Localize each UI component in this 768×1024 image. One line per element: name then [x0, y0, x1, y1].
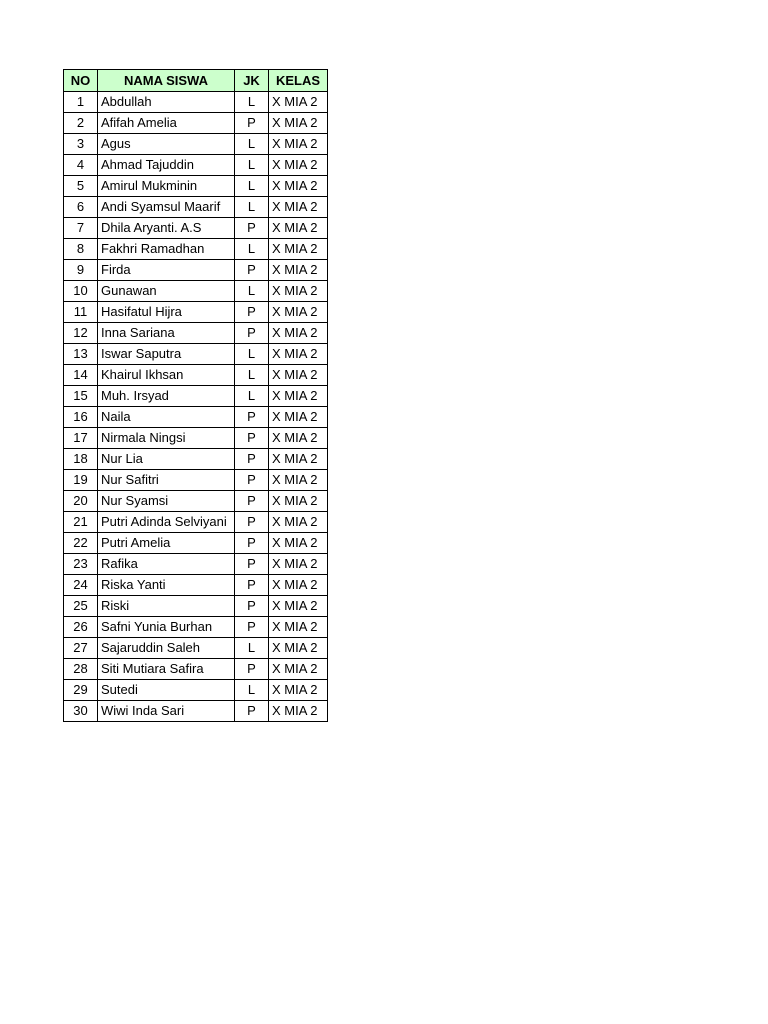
- cell-jk: P: [235, 701, 269, 722]
- cell-no: 3: [64, 134, 98, 155]
- header-kelas: KELAS: [269, 70, 328, 92]
- cell-no: 1: [64, 92, 98, 113]
- cell-no: 25: [64, 596, 98, 617]
- cell-jk: L: [235, 176, 269, 197]
- table-row: [64, 638, 328, 659]
- cell-jk: L: [235, 638, 269, 659]
- cell-nama-siswa: Rafika: [98, 554, 235, 575]
- cell-kelas: X MIA 2: [269, 260, 328, 281]
- table-row: [64, 344, 328, 365]
- cell-nama-siswa: Fakhri Ramadhan: [98, 239, 235, 260]
- table-row: [64, 533, 328, 554]
- table-row: [64, 281, 328, 302]
- cell-kelas: X MIA 2: [269, 92, 328, 113]
- table-row: [64, 512, 328, 533]
- cell-nama-siswa: Putri Amelia: [98, 533, 235, 554]
- table-row: [64, 113, 328, 134]
- cell-no: 9: [64, 260, 98, 281]
- cell-nama-siswa: Iswar Saputra: [98, 344, 235, 365]
- cell-jk: P: [235, 554, 269, 575]
- cell-jk: L: [235, 386, 269, 407]
- cell-jk: P: [235, 617, 269, 638]
- table-row: [64, 134, 328, 155]
- header-no: NO: [64, 70, 98, 92]
- cell-nama-siswa: Riski: [98, 596, 235, 617]
- table-row: [64, 176, 328, 197]
- cell-nama-siswa: Naila: [98, 407, 235, 428]
- cell-jk: P: [235, 218, 269, 239]
- cell-jk: P: [235, 407, 269, 428]
- cell-no: 22: [64, 533, 98, 554]
- cell-kelas: X MIA 2: [269, 659, 328, 680]
- table-row: [64, 596, 328, 617]
- cell-no: 28: [64, 659, 98, 680]
- cell-no: 12: [64, 323, 98, 344]
- cell-no: 24: [64, 575, 98, 596]
- cell-nama-siswa: Dhila Aryanti. A.S: [98, 218, 235, 239]
- cell-kelas: X MIA 2: [269, 449, 328, 470]
- table-row: [64, 218, 328, 239]
- cell-nama-siswa: Muh. Irsyad: [98, 386, 235, 407]
- cell-kelas: X MIA 2: [269, 134, 328, 155]
- cell-kelas: X MIA 2: [269, 323, 328, 344]
- cell-no: 14: [64, 365, 98, 386]
- cell-jk: P: [235, 428, 269, 449]
- table-row: [64, 617, 328, 638]
- table-row: [64, 155, 328, 176]
- cell-kelas: X MIA 2: [269, 365, 328, 386]
- table-row: [64, 260, 328, 281]
- cell-no: 4: [64, 155, 98, 176]
- cell-nama-siswa: Nur Safitri: [98, 470, 235, 491]
- student-list-sheet: [63, 69, 328, 722]
- header-nama-siswa: NAMA SISWA: [98, 70, 235, 92]
- cell-no: 6: [64, 197, 98, 218]
- cell-nama-siswa: Firda: [98, 260, 235, 281]
- cell-jk: L: [235, 344, 269, 365]
- cell-no: 16: [64, 407, 98, 428]
- student-table: [63, 69, 328, 722]
- cell-nama-siswa: Afifah Amelia: [98, 113, 235, 134]
- cell-nama-siswa: Nur Syamsi: [98, 491, 235, 512]
- cell-kelas: X MIA 2: [269, 554, 328, 575]
- cell-jk: P: [235, 470, 269, 491]
- cell-nama-siswa: Safni Yunia Burhan: [98, 617, 235, 638]
- table-row: [64, 323, 328, 344]
- cell-kelas: X MIA 2: [269, 281, 328, 302]
- table-row: [64, 407, 328, 428]
- table-row: [64, 554, 328, 575]
- table-row: [64, 680, 328, 701]
- cell-no: 20: [64, 491, 98, 512]
- cell-kelas: X MIA 2: [269, 617, 328, 638]
- cell-kelas: X MIA 2: [269, 239, 328, 260]
- cell-nama-siswa: Agus: [98, 134, 235, 155]
- cell-no: 2: [64, 113, 98, 134]
- cell-no: 13: [64, 344, 98, 365]
- cell-kelas: X MIA 2: [269, 533, 328, 554]
- cell-no: 10: [64, 281, 98, 302]
- cell-jk: P: [235, 113, 269, 134]
- cell-kelas: X MIA 2: [269, 638, 328, 659]
- cell-no: 27: [64, 638, 98, 659]
- table-row: [64, 428, 328, 449]
- cell-kelas: X MIA 2: [269, 176, 328, 197]
- cell-kelas: X MIA 2: [269, 113, 328, 134]
- cell-nama-siswa: Wiwi Inda Sari: [98, 701, 235, 722]
- cell-jk: P: [235, 596, 269, 617]
- table-row: [64, 575, 328, 596]
- table-row: [64, 449, 328, 470]
- table-row: [64, 239, 328, 260]
- header-jk: JK: [235, 70, 269, 92]
- cell-kelas: X MIA 2: [269, 218, 328, 239]
- cell-nama-siswa: Ahmad Tajuddin: [98, 155, 235, 176]
- table-header: [64, 70, 328, 92]
- cell-kelas: X MIA 2: [269, 302, 328, 323]
- table-row: [64, 92, 328, 113]
- cell-jk: L: [235, 281, 269, 302]
- cell-kelas: X MIA 2: [269, 596, 328, 617]
- cell-no: 30: [64, 701, 98, 722]
- cell-no: 26: [64, 617, 98, 638]
- cell-no: 17: [64, 428, 98, 449]
- cell-kelas: X MIA 2: [269, 407, 328, 428]
- cell-jk: L: [235, 134, 269, 155]
- cell-nama-siswa: Riska Yanti: [98, 575, 235, 596]
- cell-jk: L: [235, 155, 269, 176]
- cell-no: 23: [64, 554, 98, 575]
- cell-nama-siswa: Putri Adinda Selviyani: [98, 512, 235, 533]
- cell-kelas: X MIA 2: [269, 155, 328, 176]
- cell-jk: P: [235, 449, 269, 470]
- cell-nama-siswa: Andi Syamsul Maarif: [98, 197, 235, 218]
- cell-kelas: X MIA 2: [269, 701, 328, 722]
- cell-nama-siswa: Nur Lia: [98, 449, 235, 470]
- cell-no: 29: [64, 680, 98, 701]
- cell-jk: L: [235, 197, 269, 218]
- cell-jk: P: [235, 491, 269, 512]
- cell-kelas: X MIA 2: [269, 470, 328, 491]
- cell-no: 11: [64, 302, 98, 323]
- cell-no: 5: [64, 176, 98, 197]
- table-row: [64, 365, 328, 386]
- table-row: [64, 302, 328, 323]
- table-row: [64, 470, 328, 491]
- cell-jk: L: [235, 680, 269, 701]
- cell-jk: L: [235, 365, 269, 386]
- cell-kelas: X MIA 2: [269, 512, 328, 533]
- cell-nama-siswa: Siti Mutiara Safira: [98, 659, 235, 680]
- table-row: [64, 197, 328, 218]
- cell-no: 18: [64, 449, 98, 470]
- cell-nama-siswa: Khairul Ikhsan: [98, 365, 235, 386]
- cell-jk: P: [235, 575, 269, 596]
- cell-no: 21: [64, 512, 98, 533]
- cell-no: 8: [64, 239, 98, 260]
- cell-no: 15: [64, 386, 98, 407]
- cell-jk: P: [235, 659, 269, 680]
- cell-nama-siswa: Abdullah: [98, 92, 235, 113]
- cell-nama-siswa: Sajaruddin Saleh: [98, 638, 235, 659]
- table-row: [64, 386, 328, 407]
- cell-jk: P: [235, 533, 269, 554]
- cell-no: 19: [64, 470, 98, 491]
- table-row: [64, 491, 328, 512]
- cell-no: 7: [64, 218, 98, 239]
- header-row: [64, 70, 328, 92]
- cell-nama-siswa: Hasifatul Hijra: [98, 302, 235, 323]
- cell-nama-siswa: Amirul Mukminin: [98, 176, 235, 197]
- cell-kelas: X MIA 2: [269, 197, 328, 218]
- table-row: [64, 659, 328, 680]
- cell-kelas: X MIA 2: [269, 344, 328, 365]
- cell-nama-siswa: Inna Sariana: [98, 323, 235, 344]
- cell-nama-siswa: Gunawan: [98, 281, 235, 302]
- table-row: [64, 701, 328, 722]
- cell-kelas: X MIA 2: [269, 428, 328, 449]
- cell-kelas: X MIA 2: [269, 491, 328, 512]
- cell-kelas: X MIA 2: [269, 575, 328, 596]
- cell-jk: L: [235, 92, 269, 113]
- cell-kelas: X MIA 2: [269, 680, 328, 701]
- cell-jk: P: [235, 302, 269, 323]
- cell-jk: P: [235, 260, 269, 281]
- cell-nama-siswa: Sutedi: [98, 680, 235, 701]
- cell-jk: P: [235, 512, 269, 533]
- cell-jk: P: [235, 323, 269, 344]
- cell-nama-siswa: Nirmala Ningsi: [98, 428, 235, 449]
- cell-kelas: X MIA 2: [269, 386, 328, 407]
- cell-jk: L: [235, 239, 269, 260]
- table-body: [64, 92, 328, 722]
